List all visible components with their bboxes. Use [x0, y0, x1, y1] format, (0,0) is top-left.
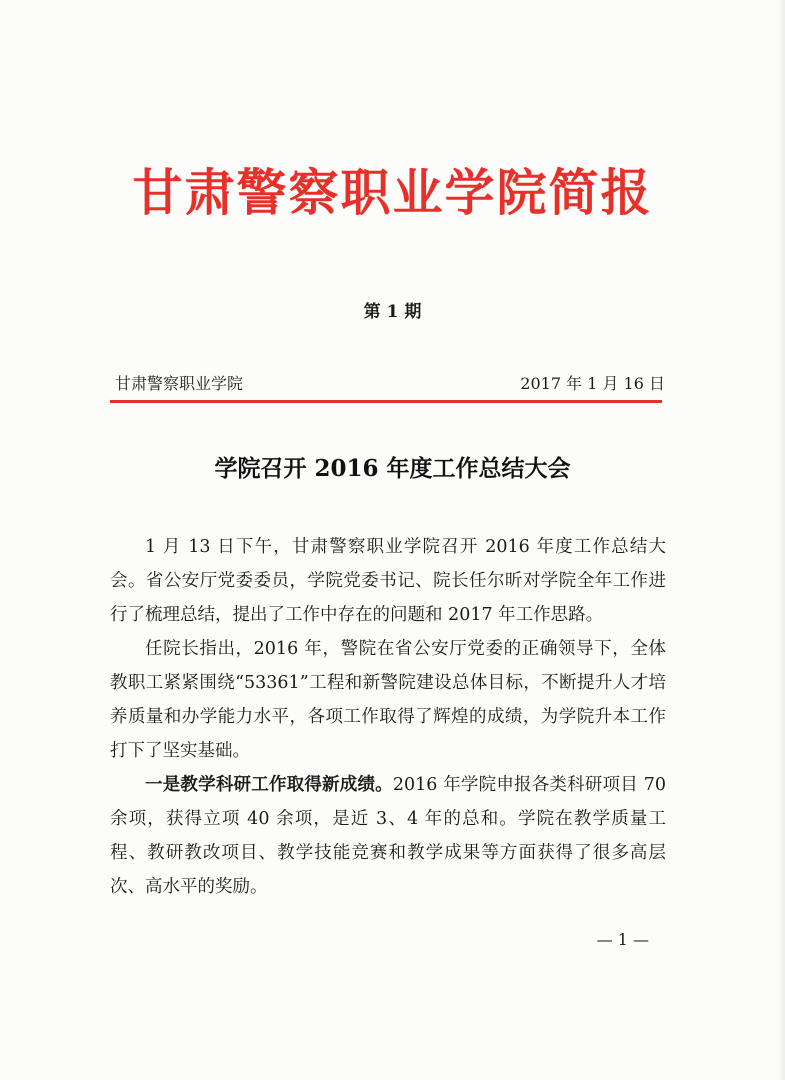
publisher-name: 甘肃警察职业学院: [115, 374, 244, 393]
red-divider-rule: [110, 400, 662, 403]
paragraph-text: 任院长指出，2016 年，警院在省公安厅党委的正确领导下，全体教职工紧紧围绕“53361”工程和新警院建设总体目标，不断提升人才培养质量和办学能力水平，各项工作取得了辉煌的成绩，为学院升本工作打下了坚实基础。: [110, 639, 666, 761]
paragraph-text: 1 月 13 日下午，甘肃警察职业学院召开 2016 年度工作总结大会。省公安厅党委委员，学院党委书记、院长任尔昕对学院全年工作进行了梳理总结，提出了工作中存在的问题和 2017 年工作思路。: [110, 537, 666, 625]
publish-date: 2017 年 1 月 16 日: [520, 374, 665, 393]
article-headline: 学院召开 2016 年度工作总结大会: [214, 455, 571, 482]
article-paragraph: [110, 530, 666, 632]
article-paragraph: [110, 768, 666, 904]
paragraph-text: 2016 年学院申报各类科研项目 70 余项，获得立项 40 余项，是近 3、4 年的总和。学院在教学质量工程、教研教改项目、教学技能竞赛和教学成果等方面获得了很多高层次、高水平的奖励。: [110, 775, 666, 897]
article-body: [110, 530, 666, 904]
bulletin-masthead: 甘肃警察职业学院简报: [132, 163, 653, 222]
paragraph-lead: 一是教学科研工作取得新成绩。: [145, 775, 393, 795]
page-number: — 1 —: [596, 930, 649, 949]
article-paragraph: [110, 632, 666, 768]
scan-edge-shadow: [777, 0, 785, 1080]
issue-number: 第 1 期: [363, 302, 422, 322]
